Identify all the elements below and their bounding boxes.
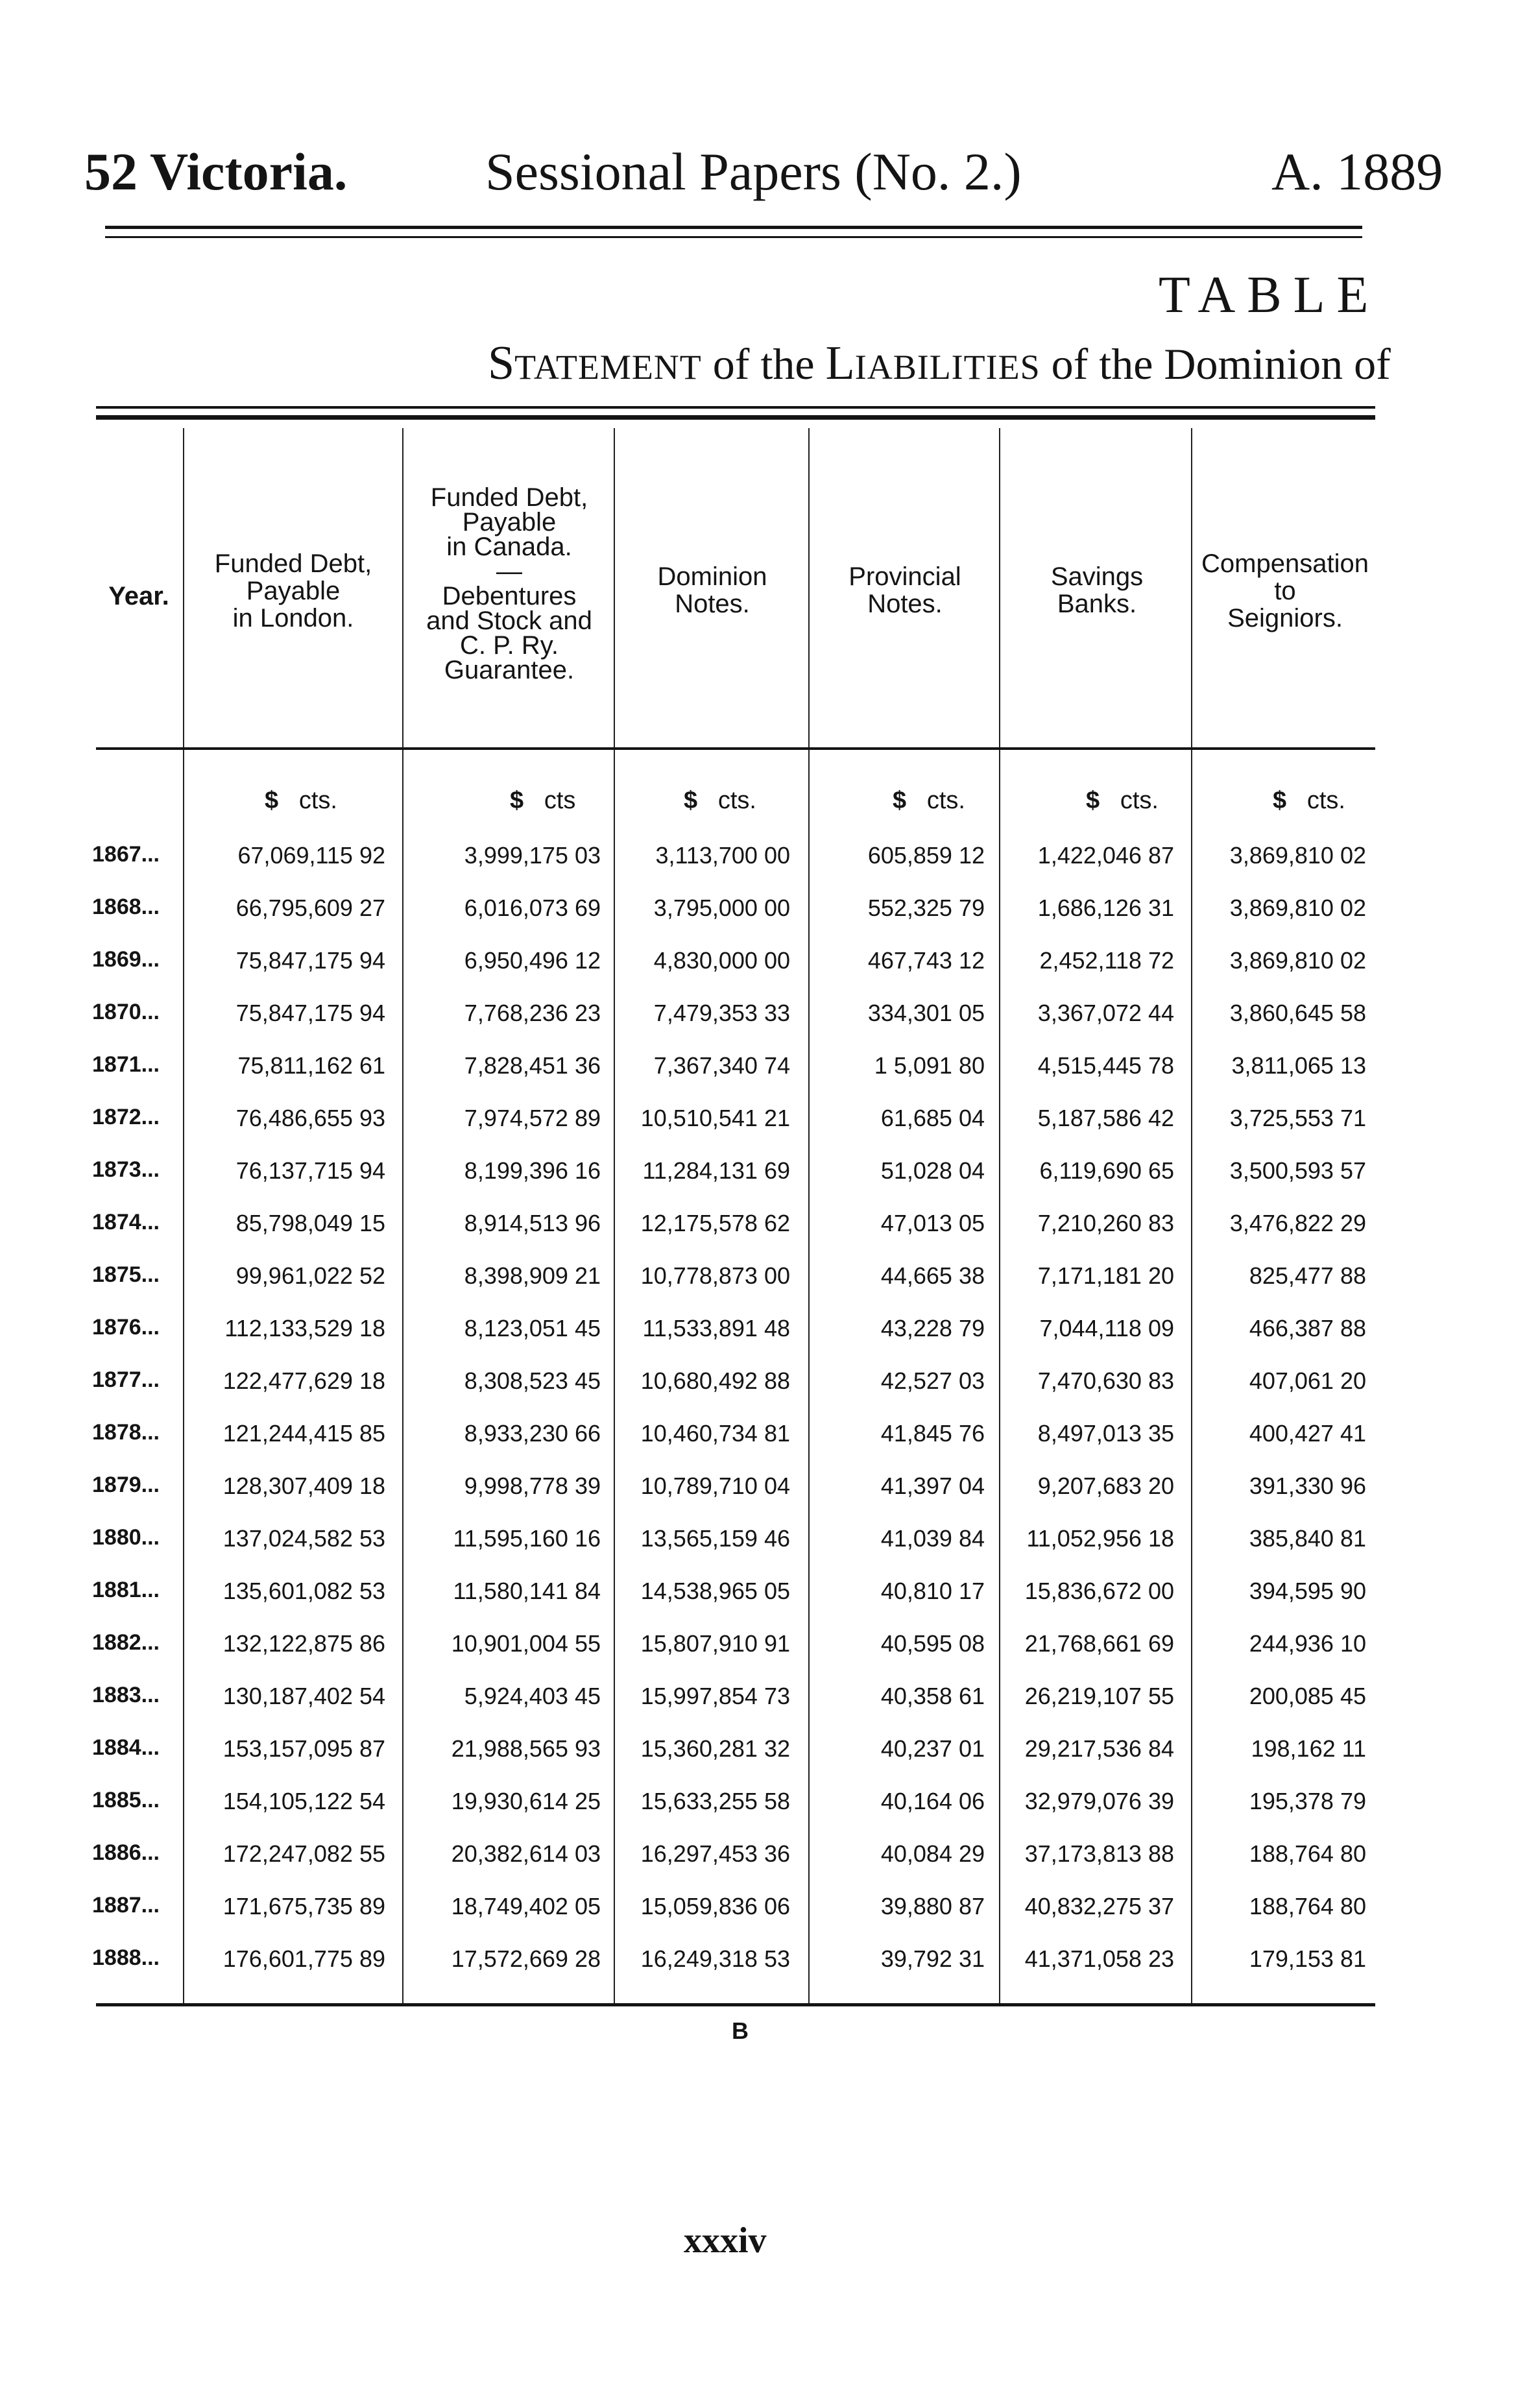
year-cell: 1884...	[92, 1735, 160, 1760]
savings-banks-cell: 3,367,072 44	[1037, 1000, 1174, 1026]
unit-seigniors	[1273, 787, 1345, 815]
header-session: 52 Victoria.	[84, 142, 348, 201]
canada-cell: 21,988,565 93	[451, 1735, 601, 1762]
dominion-notes-cell: 7,479,353 33	[653, 1000, 790, 1026]
provincial-notes-cell: 40,595 08	[880, 1630, 985, 1657]
canada-cell: 7,828,451 36	[464, 1052, 601, 1079]
seigniors-cell: 179,153 81	[1249, 1945, 1366, 1972]
table-row	[0, 1315, 1540, 1354]
table-rule-bottom	[96, 2003, 1375, 2006]
dominion-notes-cell: 10,789,710 04	[640, 1473, 790, 1499]
canada-cell: 6,016,073 69	[464, 895, 601, 921]
unit-canada-dollar: $	[510, 787, 524, 814]
header-year: A. 1889	[1271, 142, 1443, 201]
provincial-notes-cell: 42,527 03	[880, 1367, 985, 1394]
savings-banks-cell: 11,052,956 18	[1026, 1525, 1174, 1552]
unit-seigniors-cents: cts.	[1306, 787, 1345, 814]
table-row	[0, 1578, 1540, 1617]
savings-banks-cell: 32,979,076 39	[1024, 1788, 1174, 1814]
column-header-dominion-line1: Dominion	[657, 562, 767, 591]
dominion-notes-cell: 3,113,700 00	[655, 842, 790, 869]
london-cell: 112,133,529 18	[224, 1315, 385, 1341]
statement-title	[488, 336, 1391, 391]
seigniors-cell: 188,764 80	[1249, 1893, 1366, 1919]
savings-banks-cell: 29,217,536 84	[1024, 1735, 1174, 1762]
year-cell: 1870...	[92, 1000, 160, 1024]
provincial-notes-cell: 334,301 05	[867, 1000, 985, 1026]
year-cell: 1883...	[92, 1683, 160, 1707]
savings-banks-cell: 4,515,445 78	[1037, 1052, 1174, 1079]
canada-cell: 6,950,496 12	[464, 947, 601, 974]
column-header-london-line3: in London.	[232, 604, 354, 632]
seigniors-cell: 394,595 90	[1249, 1578, 1366, 1604]
seigniors-cell: 244,936 10	[1249, 1630, 1366, 1657]
column-header-canada-line2: Payable	[462, 508, 557, 536]
london-cell: 137,024,582 53	[223, 1525, 385, 1552]
seigniors-cell: 3,860,645 58	[1229, 1000, 1366, 1026]
savings-banks-cell: 6,119,690 65	[1039, 1157, 1174, 1184]
provincial-notes-cell: 40,358 61	[880, 1683, 985, 1709]
seigniors-cell: 198,162 11	[1251, 1735, 1366, 1762]
seigniors-cell: 3,811,065 13	[1231, 1052, 1366, 1079]
table-row	[0, 895, 1540, 933]
column-header-canada-line6: C. P. Ry.	[460, 631, 559, 660]
london-cell: 75,811,162 61	[237, 1052, 385, 1079]
column-header-canada-dash: —	[496, 557, 522, 586]
london-cell: 153,157,095 87	[223, 1735, 385, 1762]
provincial-notes-cell: 61,685 04	[880, 1105, 985, 1131]
london-cell: 176,601,775 89	[223, 1945, 385, 1972]
dominion-notes-cell: 15,807,910 91	[640, 1630, 790, 1657]
provincial-notes-cell: 41,845 76	[880, 1420, 985, 1447]
savings-banks-cell: 2,452,118 72	[1039, 947, 1174, 974]
london-cell: 76,137,715 94	[235, 1157, 385, 1184]
provincial-notes-cell: 40,084 29	[880, 1840, 985, 1867]
table-row	[0, 1945, 1540, 1984]
seigniors-cell: 3,476,822 29	[1229, 1210, 1366, 1236]
provincial-notes-cell: 47,013 05	[880, 1210, 985, 1236]
dominion-notes-cell: 13,565,159 46	[640, 1525, 790, 1552]
column-header-provincial-notes	[812, 563, 998, 618]
london-cell: 132,122,875 86	[223, 1630, 385, 1657]
seigniors-cell: 195,378 79	[1249, 1788, 1366, 1814]
table-row	[0, 1788, 1540, 1827]
savings-banks-cell: 15,836,672 00	[1024, 1578, 1174, 1604]
london-cell: 171,675,735 89	[223, 1893, 385, 1919]
year-cell: 1875...	[92, 1262, 160, 1287]
london-cell: 154,105,122 54	[223, 1788, 385, 1814]
canada-cell: 9,998,778 39	[464, 1473, 601, 1499]
canada-cell: 3,999,175 03	[464, 842, 601, 869]
column-header-canada-line4: Debentures	[442, 582, 577, 610]
seigniors-cell: 407,061 20	[1249, 1367, 1366, 1394]
canada-cell: 11,595,160 16	[453, 1525, 601, 1552]
year-cell: 1869...	[92, 947, 160, 972]
seigniors-cell: 3,500,593 57	[1229, 1157, 1366, 1184]
table-row	[0, 1473, 1540, 1511]
unit-provincial	[893, 787, 965, 815]
provincial-notes-cell: 39,880 87	[880, 1893, 985, 1919]
year-cell: 1867...	[92, 842, 160, 867]
year-cell: 1871...	[92, 1052, 160, 1077]
column-header-london-line2: Payable	[246, 577, 341, 605]
unit-savings-dollar: $	[1086, 787, 1100, 814]
seigniors-cell: 3,869,810 02	[1229, 842, 1366, 869]
provincial-notes-cell: 51,028 04	[880, 1157, 985, 1184]
savings-banks-cell: 8,497,013 35	[1037, 1420, 1174, 1447]
provincial-notes-cell: 41,039 84	[880, 1525, 985, 1552]
seigniors-cell: 400,427 41	[1249, 1420, 1366, 1447]
column-header-dominion-notes	[618, 563, 807, 618]
london-cell: 85,798,049 15	[235, 1210, 385, 1236]
provincial-notes-cell: 605,859 12	[867, 842, 985, 869]
table-label: TABLE	[1159, 267, 1380, 324]
column-header-seigniors-line3: Seigniors.	[1227, 604, 1343, 632]
column-header-london	[189, 550, 397, 632]
canada-cell: 10,901,004 55	[451, 1630, 601, 1657]
unit-london-cents: cts.	[298, 787, 337, 814]
canada-cell: 11,580,141 84	[453, 1578, 601, 1604]
unit-provincial-cents: cts.	[926, 787, 965, 814]
year-cell: 1888...	[92, 1945, 160, 1970]
savings-banks-cell: 7,044,118 09	[1039, 1315, 1174, 1341]
provincial-notes-cell: 552,325 79	[867, 895, 985, 921]
table-rule-top	[96, 406, 1375, 409]
column-header-seigniors-line2: to	[1274, 577, 1296, 605]
unit-savings	[1086, 787, 1159, 815]
year-cell: 1874...	[92, 1210, 160, 1234]
column-header-dominion-line2: Notes.	[675, 590, 750, 618]
unit-seigniors-dollar: $	[1273, 787, 1287, 814]
provincial-notes-cell: 40,237 01	[880, 1735, 985, 1762]
dominion-notes-cell: 10,510,541 21	[640, 1105, 790, 1131]
statement-word1-rest: TATEMENT	[514, 348, 702, 387]
dominion-notes-cell: 10,460,734 81	[640, 1420, 790, 1447]
table-row	[0, 1262, 1540, 1301]
dominion-notes-cell: 15,360,281 32	[640, 1735, 790, 1762]
year-cell: 1876...	[92, 1315, 160, 1340]
london-cell: 135,601,082 53	[223, 1578, 385, 1604]
canada-cell: 8,398,909 21	[464, 1262, 601, 1289]
unit-dominion-cents: cts.	[717, 787, 756, 814]
dominion-notes-cell: 15,633,255 58	[640, 1788, 790, 1814]
london-cell: 121,244,415 85	[223, 1420, 385, 1447]
header-rule-bottom	[105, 236, 1362, 238]
seigniors-cell: 825,477 88	[1249, 1262, 1366, 1289]
savings-banks-cell: 1,686,126 31	[1037, 895, 1174, 921]
column-header-canada	[409, 485, 610, 682]
unit-london-dollar: $	[265, 787, 279, 814]
savings-banks-cell: 26,219,107 55	[1024, 1683, 1174, 1709]
year-cell: 1877...	[92, 1367, 160, 1392]
seigniors-cell: 3,725,553 71	[1229, 1105, 1366, 1131]
london-cell: 172,247,082 55	[223, 1840, 385, 1867]
dominion-notes-cell: 10,778,873 00	[640, 1262, 790, 1289]
unit-canada	[510, 787, 575, 815]
dominion-notes-cell: 3,795,000 00	[653, 895, 790, 921]
savings-banks-cell: 37,173,813 88	[1024, 1840, 1174, 1867]
column-header-savings-line1: Savings	[1050, 562, 1144, 591]
savings-banks-cell: 41,371,058 23	[1024, 1945, 1174, 1972]
unit-dominion	[684, 787, 756, 815]
savings-banks-cell: 21,768,661 69	[1024, 1630, 1174, 1657]
canada-cell: 17,572,669 28	[451, 1945, 601, 1972]
canada-cell: 18,749,402 05	[451, 1893, 601, 1919]
year-cell: 1873...	[92, 1157, 160, 1182]
dominion-notes-cell: 15,997,854 73	[640, 1683, 790, 1709]
year-cell: 1879...	[92, 1473, 160, 1497]
header-rule-top	[105, 226, 1362, 229]
seigniors-cell: 391,330 96	[1249, 1473, 1366, 1499]
table-row	[0, 1420, 1540, 1459]
statement-dominion: of the Dominion of	[1040, 339, 1391, 389]
london-cell: 122,477,629 18	[223, 1367, 385, 1394]
year-cell: 1881...	[92, 1578, 160, 1602]
canada-cell: 8,123,051 45	[464, 1315, 601, 1341]
dominion-notes-cell: 4,830,000 00	[653, 947, 790, 974]
statement-of-the: of the	[701, 339, 826, 389]
year-cell: 1872...	[92, 1105, 160, 1129]
provincial-notes-cell: 41,397 04	[880, 1473, 985, 1499]
table-row	[0, 947, 1540, 986]
savings-banks-cell: 7,210,260 83	[1037, 1210, 1174, 1236]
london-cell: 75,847,175 94	[235, 1000, 385, 1026]
canada-cell: 8,914,513 96	[464, 1210, 601, 1236]
column-header-provincial-line2: Notes.	[867, 590, 943, 618]
seigniors-cell: 3,869,810 02	[1229, 895, 1366, 921]
canada-cell: 7,974,572 89	[464, 1105, 601, 1131]
table-row	[0, 1000, 1540, 1039]
canada-cell: 8,308,523 45	[464, 1367, 601, 1394]
seigniors-cell: 385,840 81	[1249, 1525, 1366, 1552]
london-cell: 130,187,402 54	[223, 1683, 385, 1709]
provincial-notes-cell: 40,164 06	[880, 1788, 985, 1814]
statement-word3-initial: L	[825, 337, 855, 390]
london-cell: 128,307,409 18	[223, 1473, 385, 1499]
table-row	[0, 1525, 1540, 1564]
london-cell: 75,847,175 94	[235, 947, 385, 974]
statement-word3-rest: IABILITIES	[854, 348, 1041, 387]
provincial-notes-cell: 44,665 38	[880, 1262, 985, 1289]
column-header-canada-line3: in Canada.	[446, 533, 572, 561]
statement-word1-initial: S	[488, 337, 515, 390]
seigniors-cell: 188,764 80	[1249, 1840, 1366, 1867]
header-title: Sessional Papers (No. 2.)	[485, 142, 1022, 201]
year-cell: 1882...	[92, 1630, 160, 1655]
dominion-notes-cell: 11,284,131 69	[642, 1157, 790, 1184]
header-underline	[96, 747, 1375, 750]
unit-london	[265, 787, 337, 815]
column-header-savings-banks	[1003, 563, 1191, 618]
year-cell: 1868...	[92, 895, 160, 919]
year-cell: 1886...	[92, 1840, 160, 1865]
unit-provincial-dollar: $	[893, 787, 907, 814]
page-number: xxxiv	[684, 2220, 767, 2261]
dominion-notes-cell: 14,538,965 05	[640, 1578, 790, 1604]
seigniors-cell: 200,085 45	[1249, 1683, 1366, 1709]
table-row	[0, 1105, 1540, 1144]
savings-banks-cell: 7,470,630 83	[1037, 1367, 1174, 1394]
savings-banks-cell: 40,832,275 37	[1024, 1893, 1174, 1919]
london-cell: 66,795,609 27	[235, 895, 385, 921]
provincial-notes-cell: 39,792 31	[880, 1945, 985, 1972]
signature-letter: B	[732, 2017, 749, 2044]
table-row	[0, 1210, 1540, 1249]
table-row	[0, 1630, 1540, 1669]
table-row	[0, 1840, 1540, 1879]
table-row	[0, 1157, 1540, 1196]
dominion-notes-cell: 12,175,578 62	[640, 1210, 790, 1236]
column-header-savings-line2: Banks.	[1057, 590, 1137, 618]
provincial-notes-cell: 43,228 79	[880, 1315, 985, 1341]
london-cell: 67,069,115 92	[237, 842, 385, 869]
column-header-london-line1: Funded Debt,	[214, 549, 372, 578]
column-header-canada-line5: and Stock and	[426, 607, 592, 635]
savings-banks-cell: 7,171,181 20	[1037, 1262, 1174, 1289]
provincial-notes-cell: 1 5,091 80	[874, 1052, 985, 1079]
column-header-seigniors	[1195, 550, 1375, 632]
table-row	[0, 1893, 1540, 1932]
dominion-notes-cell: 11,533,891 48	[642, 1315, 790, 1341]
year-cell: 1878...	[92, 1420, 160, 1445]
table-rule-top-2	[96, 415, 1375, 420]
table-row	[0, 1683, 1540, 1722]
column-header-year-label: Year.	[108, 582, 169, 610]
year-cell: 1880...	[92, 1525, 160, 1550]
london-cell: 99,961,022 52	[235, 1262, 385, 1289]
table-row	[0, 1367, 1540, 1406]
table-row	[0, 842, 1540, 881]
seigniors-cell: 466,387 88	[1249, 1315, 1366, 1341]
column-header-year	[96, 583, 182, 610]
canada-cell: 8,933,230 66	[464, 1420, 601, 1447]
london-cell: 76,486,655 93	[235, 1105, 385, 1131]
dominion-notes-cell: 16,249,318 53	[640, 1945, 790, 1972]
seigniors-cell: 3,869,810 02	[1229, 947, 1366, 974]
provincial-notes-cell: 40,810 17	[880, 1578, 985, 1604]
savings-banks-cell: 9,207,683 20	[1037, 1473, 1174, 1499]
unit-canada-cents: cts	[544, 787, 576, 814]
dominion-notes-cell: 15,059,836 06	[640, 1893, 790, 1919]
canada-cell: 19,930,614 25	[451, 1788, 601, 1814]
year-cell: 1885...	[92, 1788, 160, 1812]
canada-cell: 7,768,236 23	[464, 1000, 601, 1026]
table-row	[0, 1735, 1540, 1774]
column-header-canada-line7: Guarantee.	[444, 656, 575, 684]
provincial-notes-cell: 467,743 12	[867, 947, 985, 974]
canada-cell: 8,199,396 16	[464, 1157, 601, 1184]
canada-cell: 5,924,403 45	[464, 1683, 601, 1709]
canada-cell: 20,382,614 03	[451, 1840, 601, 1867]
savings-banks-cell: 1,422,046 87	[1037, 842, 1174, 869]
savings-banks-cell: 5,187,586 42	[1037, 1105, 1174, 1131]
unit-savings-cents: cts.	[1120, 787, 1159, 814]
column-header-provincial-line1: Provincial	[848, 562, 961, 591]
year-cell: 1887...	[92, 1893, 160, 1918]
column-header-canada-line1: Funded Debt,	[430, 483, 588, 512]
dominion-notes-cell: 10,680,492 88	[640, 1367, 790, 1394]
dominion-notes-cell: 7,367,340 74	[653, 1052, 790, 1079]
dominion-notes-cell: 16,297,453 36	[640, 1840, 790, 1867]
table-row	[0, 1052, 1540, 1091]
unit-dominion-dollar: $	[684, 787, 698, 814]
column-header-seigniors-line1: Compensation	[1201, 549, 1369, 578]
